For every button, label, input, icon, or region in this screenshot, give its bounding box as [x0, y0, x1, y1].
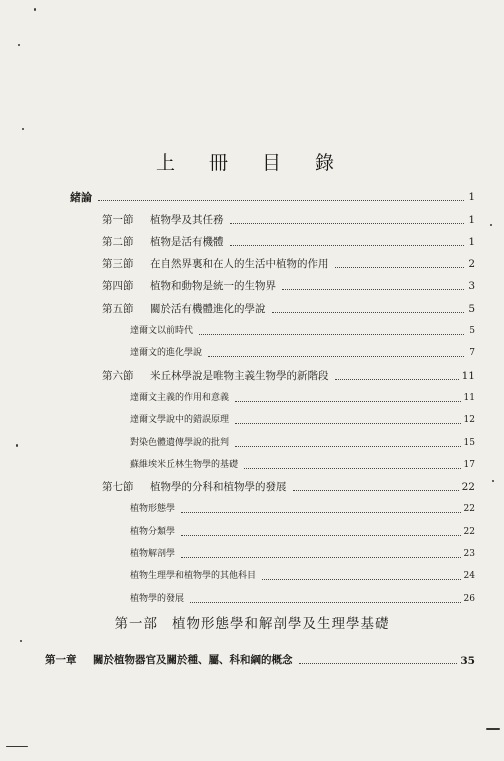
toc-entry [70, 316, 475, 338]
scan-speck [22, 128, 24, 130]
toc-entry-label [130, 437, 229, 450]
page-number: 22 [461, 481, 475, 494]
toc-entry-label [102, 481, 287, 494]
section-title: 達爾文以前時代 [130, 326, 194, 337]
toc-entry-label [130, 347, 202, 360]
scan-speck [492, 480, 494, 482]
page-number: 22 [463, 526, 475, 537]
dot-leader [181, 535, 461, 536]
section-title: 植物分類學 [130, 526, 176, 537]
toc-entry-label [130, 526, 175, 539]
page-number: 2 [468, 258, 475, 271]
dot-leader [235, 446, 461, 447]
section-title: 植物形態學 [130, 504, 176, 515]
section-title: 植物解剖學 [130, 549, 176, 560]
toc-entry [70, 450, 475, 472]
part-title: 植物形態學和解剖學及生理學基礎 [172, 616, 390, 632]
toc-entry-label [130, 414, 229, 427]
page-number: 11 [461, 369, 475, 382]
scan-speck [490, 224, 492, 226]
toc-entry [70, 293, 475, 315]
toc-entry-label [130, 503, 175, 516]
toc-entry-label [130, 548, 175, 561]
page-number: 22 [463, 504, 475, 515]
scan-speck [34, 8, 36, 11]
dot-leader [272, 312, 465, 313]
toc-entry-label [130, 392, 229, 405]
toc-entry-label [102, 280, 276, 293]
section-title: 達爾文的進化學說 [130, 348, 203, 359]
section-number: 第三節 [102, 258, 134, 271]
page-number: 17 [463, 459, 475, 470]
section-number: 第七節 [102, 481, 134, 494]
dot-leader [181, 557, 461, 558]
page-number: 3 [468, 280, 475, 293]
page-number: 12 [463, 415, 475, 426]
page-number: 5 [469, 326, 475, 337]
part-heading [0, 612, 504, 632]
section-number: 第二節 [102, 235, 134, 248]
toc-entry [70, 427, 475, 449]
scan-speck [18, 44, 20, 46]
page-number: 1 [468, 191, 475, 204]
page-number: 23 [463, 549, 475, 560]
dot-leader [199, 334, 464, 335]
section-title: 植物生理學和植物學的其他科目 [130, 571, 257, 582]
toc-entry [70, 539, 475, 561]
section-title: 在自然界裏和在人的生活中植物的作用 [150, 258, 329, 271]
toc-entry [70, 472, 475, 494]
dot-leader [230, 245, 465, 246]
section-title: 蘇維埃米丘林生物學的基礎 [130, 459, 239, 470]
toc-entry [70, 561, 475, 583]
section-number: 第一節 [102, 213, 134, 226]
toc-entry-label [102, 370, 329, 383]
dot-leader [230, 223, 465, 224]
chapter-entry [45, 652, 475, 667]
page-number: 15 [463, 437, 475, 448]
dot-leader [181, 512, 461, 513]
scan-speck [20, 640, 22, 642]
dot-leader [235, 423, 461, 424]
section-number: 第六節 [102, 369, 134, 382]
toc-entry [70, 360, 475, 382]
toc-entry [70, 338, 475, 360]
page-number: 11 [463, 392, 475, 403]
toc-entry-label [102, 214, 224, 227]
section-title: 植物和動物是統一的生物界 [150, 280, 276, 293]
toc-entry-label [102, 303, 266, 316]
section-title: 植物學及其任務 [150, 213, 224, 226]
chapter-page-number: 35 [460, 655, 475, 667]
section-number: 第五節 [102, 302, 134, 315]
toc-entry [70, 383, 475, 405]
section-title: 對染色體遺傳學說的批判 [130, 437, 230, 448]
toc-entry-label [130, 593, 184, 606]
chapter-number: 第一章 [45, 654, 77, 666]
toc-entry [70, 405, 475, 427]
dot-leader [293, 490, 459, 491]
section-title: 植物學的分科和植物學的發展 [150, 481, 287, 494]
dot-leader [299, 663, 458, 664]
toc-entry [70, 249, 475, 271]
section-title: 達爾文主義的作用和意義 [130, 392, 230, 403]
dot-leader [282, 289, 464, 290]
toc-entry [70, 271, 475, 293]
chapter-title: 關於植物器官及關於種、屬、科和綱的概念 [93, 654, 293, 666]
dot-leader [208, 356, 464, 357]
dot-leader [98, 200, 464, 201]
page-number: 24 [463, 571, 475, 582]
dot-leader [190, 602, 461, 603]
section-title: 植物是活有機體 [150, 235, 224, 248]
toc-entry-label [130, 459, 238, 472]
scan-speck [486, 728, 500, 730]
toc-entry-label [130, 325, 193, 338]
section-title: 米丘林學說是唯物主義生物學的新階段 [150, 369, 329, 382]
page-number: 26 [463, 593, 475, 604]
section-number: 第四節 [102, 280, 134, 293]
toc-entry [70, 227, 475, 249]
toc-entry [70, 516, 475, 538]
toc-entry [70, 583, 475, 605]
toc-entry-label [102, 258, 329, 271]
dot-leader [262, 579, 461, 580]
dot-leader [235, 401, 461, 402]
table-of-contents [70, 182, 475, 606]
toc-entry-label [130, 570, 256, 583]
toc-entry [70, 182, 475, 204]
dot-leader [335, 379, 459, 380]
section-title: 緒論 [70, 191, 92, 205]
toc-entry [70, 494, 475, 516]
page-title: 上 冊 目 錄 [155, 152, 349, 174]
section-title: 關於活有機體進化的學說 [150, 302, 266, 315]
dot-leader [335, 267, 465, 268]
page-number: 1 [468, 213, 475, 226]
section-title: 植物學的發展 [130, 593, 185, 604]
part-number: 第一部 [114, 616, 158, 632]
page-number: 7 [469, 348, 475, 359]
toc-entry-label [70, 191, 92, 204]
page-number: 1 [468, 235, 475, 248]
section-title: 達爾文學說中的錯誤原理 [130, 415, 230, 426]
toc-entry-label [102, 236, 224, 249]
dot-leader [244, 468, 461, 469]
scan-speck [6, 746, 28, 747]
scan-speck [16, 444, 18, 447]
toc-entry [70, 204, 475, 226]
page-number: 5 [468, 302, 475, 315]
